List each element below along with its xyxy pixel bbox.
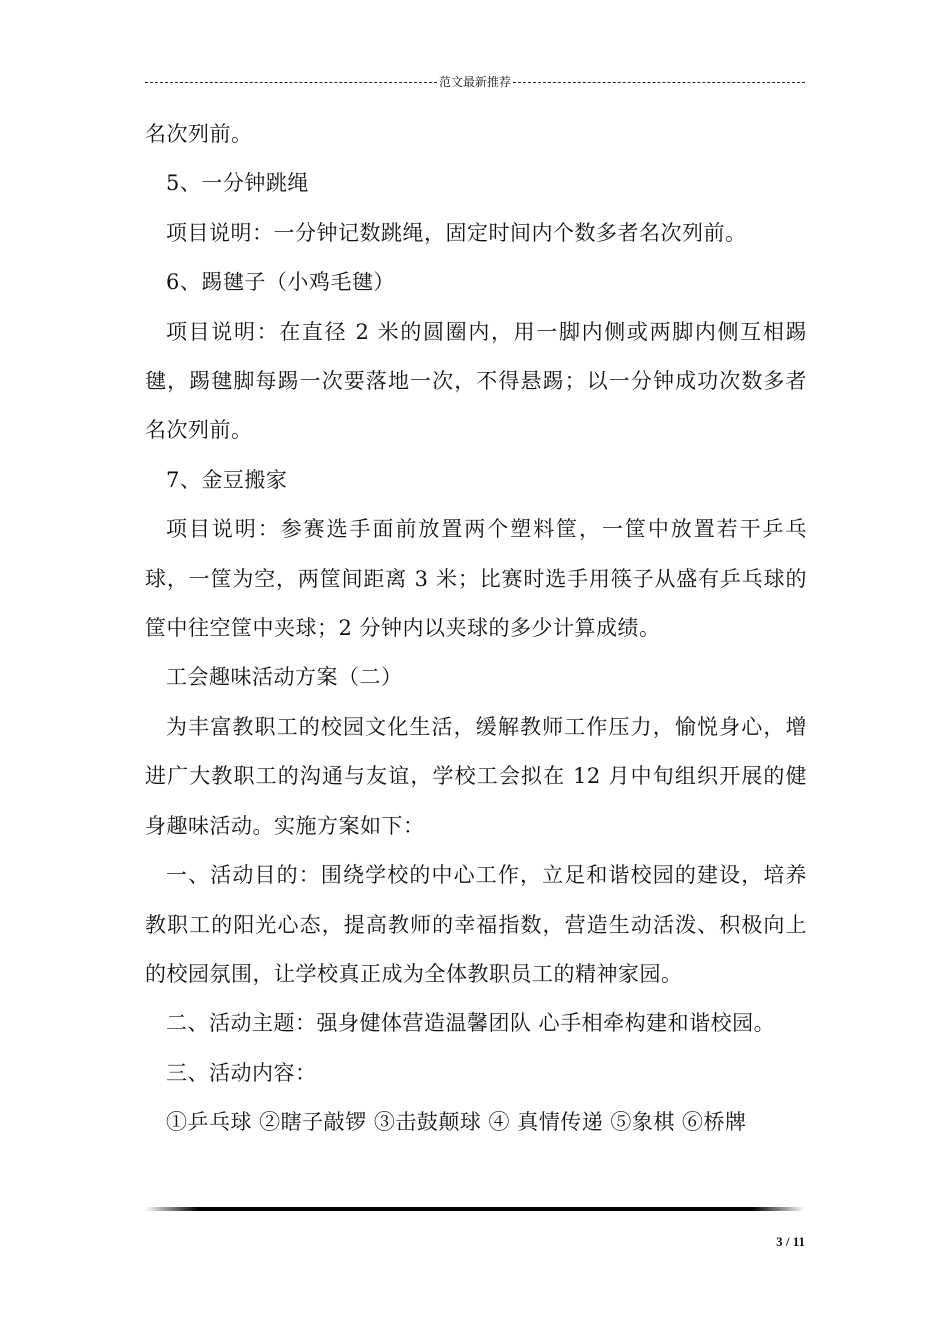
paragraph: ①乒乓球 ②瞎子敲锣 ③击鼓颠球 ④ 真情传递 ⑤象棋 ⑥桥牌 <box>166 1110 747 1135</box>
page-header <box>145 72 805 92</box>
paragraph: 项目说明：参赛选手面前放置两个塑料筐，一筐中放置若干乒乓球，一筐为空，两筐间距离 3 米；比赛时选手用筷子从盛有乒乓球的筐中往空筐中夹球；2 分钟内以夹球的多少计算成绩。 <box>145 517 807 641</box>
header-title: 范文最新推荐 <box>439 75 512 89</box>
section-heading: 7、金豆搬家 <box>166 467 288 492</box>
page-number: 3 / 11 <box>776 1234 805 1249</box>
document-body <box>145 110 807 1148</box>
paragraph: 为丰富教职工的校园文化生活，缓解教师工作压力，愉悦身心，增进广大教职工的沟通与友谊，学校工会拟在 12 月中旬组织开展的健身趣味活动。实施方案如下： <box>145 714 807 838</box>
footer-rule <box>145 1207 805 1211</box>
section-heading: 6、踢毽子（小鸡毛毽） <box>166 270 395 295</box>
header-dashed-line-left <box>145 82 437 83</box>
header-dashed-line-right <box>513 82 805 83</box>
paragraph: 项目说明：一分钟记数跳绳，固定时间内个数多者名次列前。 <box>166 220 747 245</box>
paragraph: 二、活动主题：强身健体营造温馨团队 心手相牵构建和谐校园。 <box>166 1011 776 1036</box>
section-heading: 5、一分钟跳绳 <box>166 171 309 196</box>
section-heading: 工会趣味活动方案（二） <box>166 665 403 690</box>
paragraph: 一、活动目的：围绕学校的中心工作，立足和谐校园的建设，培养教职工的阳光心态，提高教师的幸福指数，营造生动活泼、积极向上的校园氛围，让学校真正成为全体教职员工的精神家园。 <box>145 863 807 986</box>
paragraph: 名次列前。 <box>145 122 253 146</box>
paragraph: 三、活动内容： <box>166 1060 317 1085</box>
paragraph: 项目说明：在直径 2 米的圆圈内，用一脚内侧或两脚内侧互相踢毽，踢毽脚每踢一次要落地一次，不得悬踢；以一分钟成功次数多者名次列前。 <box>145 319 807 443</box>
